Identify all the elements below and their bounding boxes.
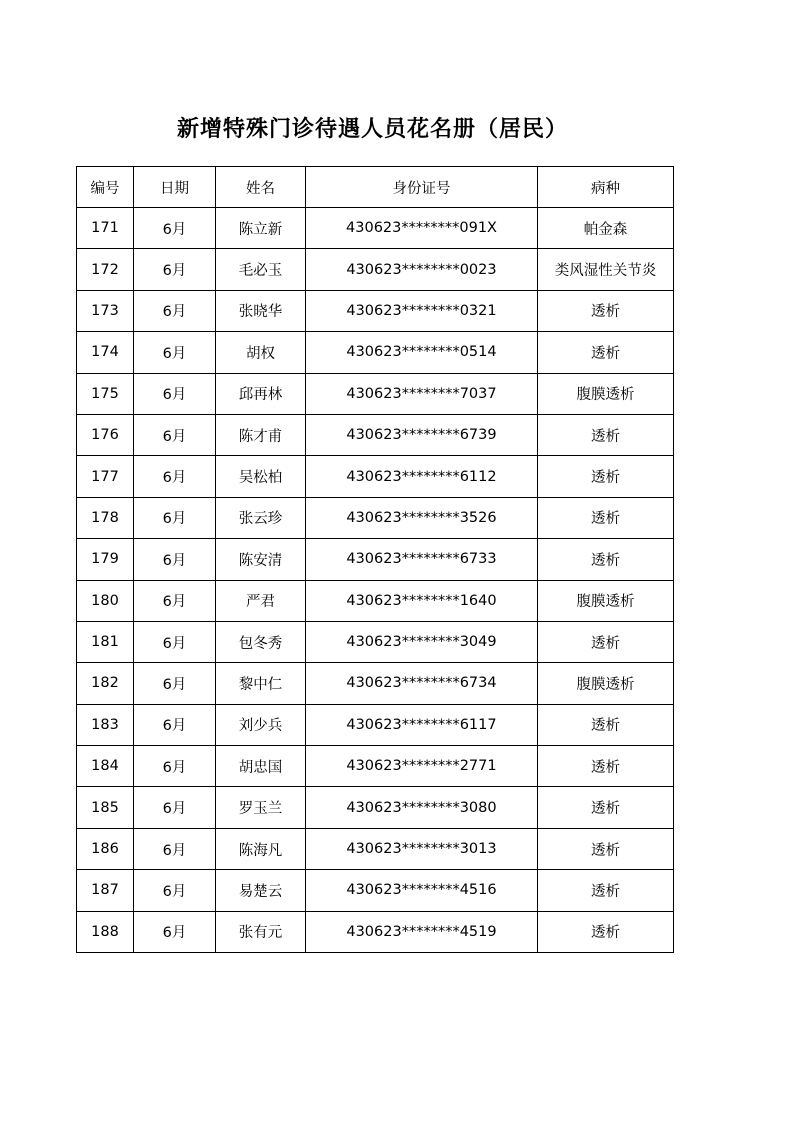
table-row bbox=[77, 208, 674, 249]
cell-disease-type: 透析 bbox=[538, 704, 674, 745]
cell-number: 188 bbox=[77, 911, 134, 952]
cell-name: 张云珍 bbox=[216, 497, 306, 538]
cell-name: 胡权 bbox=[216, 332, 306, 373]
cell-date: 6月 bbox=[134, 539, 216, 580]
document-title: 新增特殊门诊待遇人员花名册（居民） bbox=[176, 116, 568, 142]
cell-date: 6月 bbox=[134, 332, 216, 373]
cell-id-number: 430623********091X bbox=[306, 208, 538, 249]
cell-date: 6月 bbox=[134, 249, 216, 290]
cell-number: 182 bbox=[77, 663, 134, 704]
cell-number: 172 bbox=[77, 249, 134, 290]
cell-number: 177 bbox=[77, 456, 134, 497]
table-row bbox=[77, 746, 674, 787]
cell-number: 184 bbox=[77, 746, 134, 787]
table-row bbox=[77, 870, 674, 911]
table-row bbox=[77, 787, 674, 828]
cell-id-number: 430623********6733 bbox=[306, 539, 538, 580]
cell-disease-type: 透析 bbox=[538, 828, 674, 869]
cell-date: 6月 bbox=[134, 497, 216, 538]
cell-name: 陈安清 bbox=[216, 539, 306, 580]
cell-date: 6月 bbox=[134, 787, 216, 828]
cell-id-number: 430623********4516 bbox=[306, 870, 538, 911]
table-row bbox=[77, 290, 674, 331]
cell-name: 陈才甫 bbox=[216, 414, 306, 455]
header-date: 日期 bbox=[134, 167, 216, 208]
cell-name: 陈立新 bbox=[216, 208, 306, 249]
cell-id-number: 430623********3013 bbox=[306, 828, 538, 869]
cell-name: 易楚云 bbox=[216, 870, 306, 911]
cell-disease-type: 透析 bbox=[538, 497, 674, 538]
cell-disease-type: 腹膜透析 bbox=[538, 663, 674, 704]
cell-name: 毛必玉 bbox=[216, 249, 306, 290]
cell-disease-type: 透析 bbox=[538, 911, 674, 952]
cell-id-number: 430623********6112 bbox=[306, 456, 538, 497]
table-row bbox=[77, 539, 674, 580]
cell-number: 175 bbox=[77, 373, 134, 414]
cell-number: 187 bbox=[77, 870, 134, 911]
header-name: 姓名 bbox=[216, 167, 306, 208]
cell-id-number: 430623********3080 bbox=[306, 787, 538, 828]
cell-date: 6月 bbox=[134, 911, 216, 952]
cell-number: 171 bbox=[77, 208, 134, 249]
cell-date: 6月 bbox=[134, 290, 216, 331]
cell-disease-type: 透析 bbox=[538, 870, 674, 911]
table-body bbox=[77, 208, 674, 953]
cell-disease-type: 透析 bbox=[538, 414, 674, 455]
cell-date: 6月 bbox=[134, 580, 216, 621]
cell-disease-type: 透析 bbox=[538, 456, 674, 497]
cell-id-number: 430623********2771 bbox=[306, 746, 538, 787]
cell-disease-type: 透析 bbox=[538, 746, 674, 787]
cell-date: 6月 bbox=[134, 746, 216, 787]
table-row bbox=[77, 621, 674, 662]
cell-id-number: 430623********6117 bbox=[306, 704, 538, 745]
cell-name: 刘少兵 bbox=[216, 704, 306, 745]
cell-disease-type: 透析 bbox=[538, 290, 674, 331]
cell-number: 186 bbox=[77, 828, 134, 869]
cell-id-number: 430623********4519 bbox=[306, 911, 538, 952]
table-row bbox=[77, 414, 674, 455]
cell-name: 包冬秀 bbox=[216, 621, 306, 662]
cell-disease-type: 腹膜透析 bbox=[538, 580, 674, 621]
table-row bbox=[77, 663, 674, 704]
cell-disease-type: 透析 bbox=[538, 621, 674, 662]
cell-number: 176 bbox=[77, 414, 134, 455]
cell-disease-type: 透析 bbox=[538, 539, 674, 580]
cell-name: 严君 bbox=[216, 580, 306, 621]
table-row bbox=[77, 911, 674, 952]
cell-number: 183 bbox=[77, 704, 134, 745]
cell-date: 6月 bbox=[134, 373, 216, 414]
table-row bbox=[77, 456, 674, 497]
table-row bbox=[77, 704, 674, 745]
cell-name: 吴松柏 bbox=[216, 456, 306, 497]
header-id-number: 身份证号 bbox=[306, 167, 538, 208]
cell-date: 6月 bbox=[134, 456, 216, 497]
cell-name: 黎中仁 bbox=[216, 663, 306, 704]
cell-id-number: 430623********3049 bbox=[306, 621, 538, 662]
cell-number: 174 bbox=[77, 332, 134, 373]
cell-name: 张晓华 bbox=[216, 290, 306, 331]
cell-id-number: 430623********1640 bbox=[306, 580, 538, 621]
cell-number: 179 bbox=[77, 539, 134, 580]
cell-id-number: 430623********3526 bbox=[306, 497, 538, 538]
cell-date: 6月 bbox=[134, 828, 216, 869]
table-row bbox=[77, 332, 674, 373]
cell-date: 6月 bbox=[134, 870, 216, 911]
cell-name: 罗玉兰 bbox=[216, 787, 306, 828]
table-header-row bbox=[77, 167, 674, 208]
table-row bbox=[77, 373, 674, 414]
cell-date: 6月 bbox=[134, 663, 216, 704]
cell-number: 181 bbox=[77, 621, 134, 662]
cell-disease-type: 透析 bbox=[538, 332, 674, 373]
cell-date: 6月 bbox=[134, 414, 216, 455]
cell-id-number: 430623********6739 bbox=[306, 414, 538, 455]
cell-name: 陈海凡 bbox=[216, 828, 306, 869]
table-row bbox=[77, 497, 674, 538]
cell-name: 邱再林 bbox=[216, 373, 306, 414]
cell-disease-type: 透析 bbox=[538, 787, 674, 828]
cell-id-number: 430623********7037 bbox=[306, 373, 538, 414]
cell-date: 6月 bbox=[134, 621, 216, 662]
cell-disease-type: 腹膜透析 bbox=[538, 373, 674, 414]
cell-number: 180 bbox=[77, 580, 134, 621]
cell-number: 178 bbox=[77, 497, 134, 538]
roster-table bbox=[76, 166, 674, 953]
header-number: 编号 bbox=[77, 167, 134, 208]
cell-id-number: 430623********0321 bbox=[306, 290, 538, 331]
cell-disease-type: 类风湿性关节炎 bbox=[538, 249, 674, 290]
cell-name: 张有元 bbox=[216, 911, 306, 952]
table-row bbox=[77, 580, 674, 621]
cell-id-number: 430623********0514 bbox=[306, 332, 538, 373]
cell-id-number: 430623********6734 bbox=[306, 663, 538, 704]
cell-date: 6月 bbox=[134, 704, 216, 745]
cell-number: 185 bbox=[77, 787, 134, 828]
cell-number: 173 bbox=[77, 290, 134, 331]
cell-date: 6月 bbox=[134, 208, 216, 249]
cell-disease-type: 帕金森 bbox=[538, 208, 674, 249]
header-disease-type: 病种 bbox=[538, 167, 674, 208]
table-row bbox=[77, 249, 674, 290]
table-row bbox=[77, 828, 674, 869]
cell-id-number: 430623********0023 bbox=[306, 249, 538, 290]
cell-name: 胡忠国 bbox=[216, 746, 306, 787]
